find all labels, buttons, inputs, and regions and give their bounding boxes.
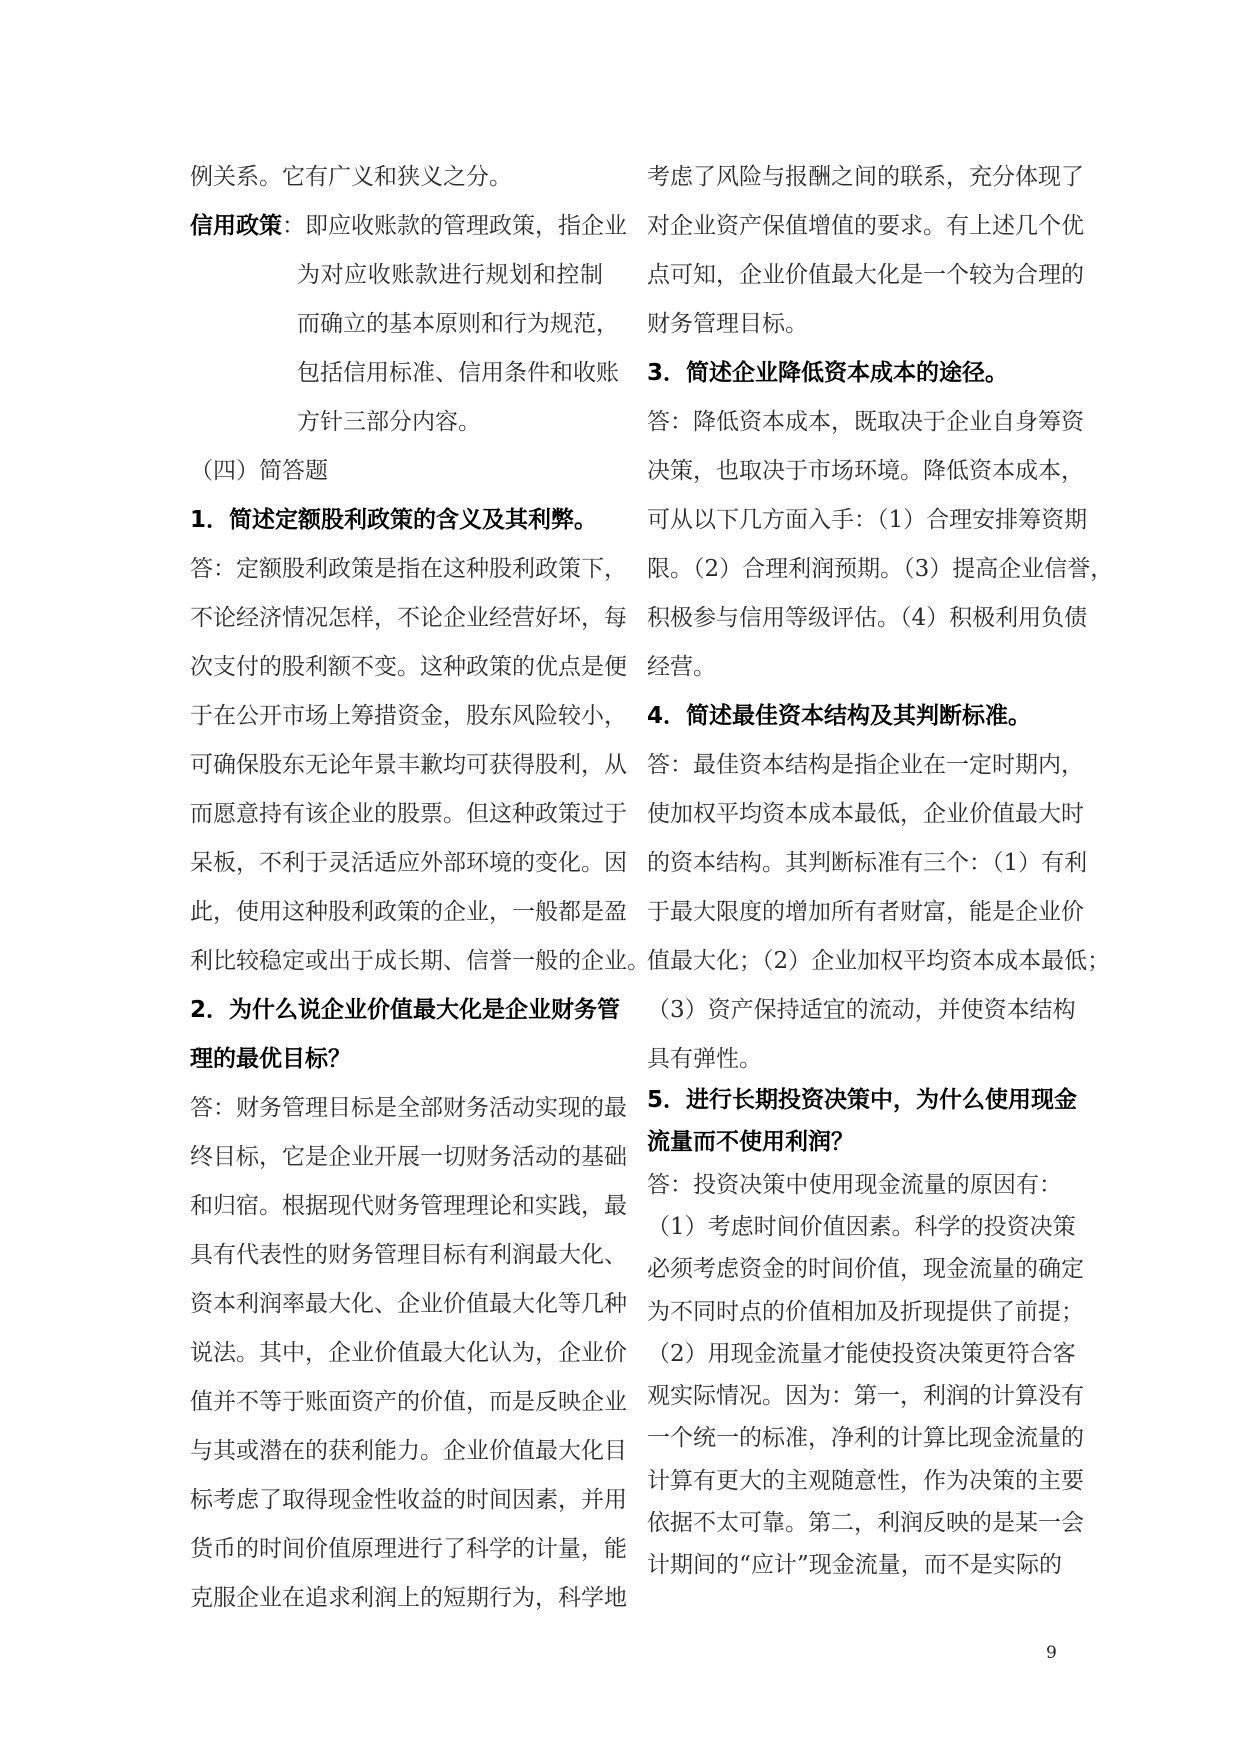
text-line: 呆板，不利于灵活适应外部环境的变化。因: [190, 850, 627, 876]
question-heading: 4．简述最佳资本结构及其判断标准。: [647, 703, 1032, 729]
text-line: 具有代表性的财务管理目标有利润最大化、: [190, 1242, 627, 1268]
text-line: 考虑了风险与报酬之间的联系，充分体现了: [647, 164, 1084, 190]
question-heading: 2．为什么说企业价值最大化是企业财务管: [190, 997, 621, 1023]
text-line: 决策，也取决于市场环境。降低资本成本，: [647, 458, 1084, 484]
text-line: 依据不太可靠。第二，利润反映的是某一会: [647, 1510, 1084, 1536]
text-line: 具有弹性。: [647, 1046, 762, 1072]
question-heading: 理的最优目标？: [190, 1046, 351, 1072]
text-line: 计期间的“应计”现金流量，而不是实际的: [647, 1552, 1062, 1579]
text-line: 包括信用标准、信用条件和收账: [297, 360, 619, 386]
text-line: 限。（2）合理利润预期。（3）提高企业信誉，: [647, 556, 1114, 582]
text-line: 克服企业在追求利润上的短期行为，科学地: [190, 1585, 627, 1611]
text-line: 利比较稳定或出于成长期、信誉一般的企业。: [190, 948, 650, 974]
text-line: 说法。其中，企业价值最大化认为，企业价: [190, 1340, 627, 1366]
text-line: 一个统一的标准，净利的计算比现金流量的: [647, 1425, 1084, 1452]
text-line: 为对应收账款进行规划和控制: [297, 262, 603, 288]
text-line: 和归宿。根据现代财务管理理论和实践，最: [190, 1193, 627, 1219]
text-line: 的资本结构。其判断标准有三个：（1）有利: [647, 850, 1088, 876]
text-line: 而愿意持有该企业的股票。但这种政策过于: [190, 801, 627, 827]
text-line: 答：投资决策中使用现金流量的原因有：: [647, 1171, 1062, 1198]
text-line: 为不同时点的价值相加及折现提供了前提；: [647, 1298, 1084, 1325]
text-line: 积极参与信用等级评估。（4）积极利用负债: [647, 605, 1088, 631]
text-line: 使加权平均资本成本最低，企业价值最大时: [647, 801, 1084, 827]
text-line: 例关系。它有广义和狭义之分。: [190, 164, 512, 190]
text-line: 次支付的股利额不变。这种政策的优点是便: [190, 654, 627, 680]
text-line: 值最大化；（2）企业加权平均资本成本最低；: [647, 948, 1111, 974]
text-line: 答：降低资本成本，既取决于企业自身筹资: [647, 409, 1084, 435]
text-line: 货币的时间价值原理进行了科学的计量，能: [190, 1536, 627, 1562]
text-line: 经营。: [647, 654, 716, 680]
text-line: 点可知，企业价值最大化是一个较为合理的: [647, 262, 1084, 288]
text-line: 而确立的基本原则和行为规范，: [297, 311, 619, 337]
text-line: （1）考虑时间价值因素。科学的投资决策: [647, 1213, 1076, 1240]
text-line: 于在公开市场上筹措资金，股东风险较小，: [190, 703, 627, 729]
text-line: 答：定额股利政策是指在这种股利政策下，: [190, 556, 627, 582]
page-number: 9: [1046, 1643, 1057, 1663]
text-line: [190, 211, 627, 241]
text-line: 财务管理目标。: [647, 311, 808, 337]
text-line: 计算有更大的主观随意性，作为决策的主要: [647, 1467, 1084, 1494]
text-line: （2）用现金流量才能使投资决策更符合客: [647, 1340, 1076, 1367]
text-line: 可从以下几方面入手：（1）合理安排筹资期: [647, 507, 1088, 533]
text-line: 终目标，它是企业开展一切财务活动的基础: [190, 1144, 627, 1170]
text-line: 此，使用这种股利政策的企业，一般都是盈: [190, 899, 627, 925]
text-line: 答：财务管理目标是全部财务活动实现的最: [190, 1095, 627, 1121]
text-line: 标考虑了取得现金性收益的时间因素，并用: [190, 1487, 627, 1513]
text-line: （四）简答题: [190, 458, 328, 484]
text-line: （3）资产保持适宜的流动，并使资本结构: [647, 997, 1076, 1023]
term-definition: ：即应收账款的管理政策，指企业: [282, 213, 627, 239]
text-line: 不论经济情况怎样，不论企业经营好坏，每: [190, 605, 627, 631]
text-line: 资本利润率最大化、企业价值最大化等几种: [190, 1291, 627, 1317]
question-heading: 5．进行长期投资决策中，为什么使用现金: [647, 1087, 1078, 1113]
text-line: 与其或潜在的获利能力。企业价值最大化目: [190, 1438, 627, 1464]
term-label: 信用政策: [190, 213, 282, 239]
text-line: 于最大限度的增加所有者财富，能是企业价: [647, 899, 1084, 925]
text-line: 值并不等于账面资产的价值，而是反映企业: [190, 1389, 627, 1415]
question-heading: 流量而不使用利润？: [647, 1129, 854, 1156]
question-heading: 1．简述定额股利政策的含义及其利弊。: [190, 507, 598, 533]
text-line: 可确保股东无论年景丰歉均可获得股利，从: [190, 752, 627, 778]
text-line: 对企业资产保值增值的要求。有上述几个优: [647, 213, 1084, 239]
question-heading: 3．简述企业降低资本成本的途径。: [647, 360, 1009, 386]
text-line: 必须考虑资金的时间价值，现金流量的确定: [647, 1256, 1084, 1283]
text-line: 观实际情况。因为：第一，利润的计算没有: [647, 1383, 1084, 1410]
text-line: 方针三部分内容。: [297, 409, 481, 435]
text-line: 答：最佳资本结构是指企业在一定时期内，: [647, 752, 1084, 778]
